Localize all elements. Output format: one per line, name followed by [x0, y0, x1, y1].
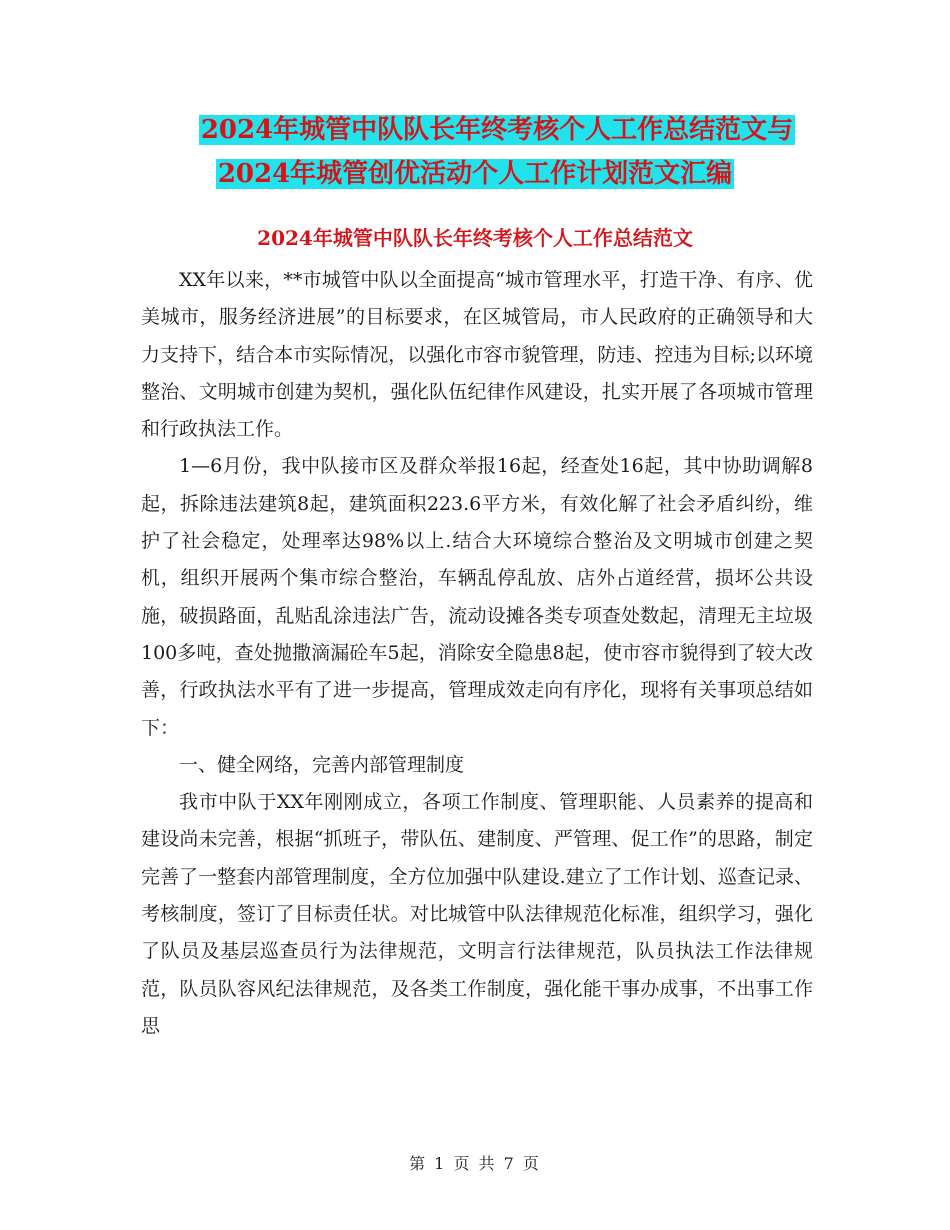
- paragraph: 我市中队于XX年刚刚成立，各项工作制度、管理职能、人员素养的提高和建设尚未完善，根据“抓班子，带队伍、建制度、严管理、促工作”的思路，制定完善了一整套内部管理制度，全方位加强中队建设.建立了工作计划、巡查记录、考核制度，签订了目标责任状。对比城管中队法律规范化标准，组织学习，强化了队员及基层巡查员行为法律规范，文明言行法律规范，队员执法工作法律规范，队员队容风纪法律规范，及各类工作制度，强化能干事办成事，不出事工作思: [141, 791, 813, 1037]
- document-title-line-2: [0, 154, 950, 194]
- document-body: [141, 262, 813, 1045]
- section-title: 2024年城管中队队长年终考核个人工作总结范文: [257, 226, 693, 250]
- section-heading: 一、健全网络，完善内部管理制度: [179, 753, 465, 776]
- paragraph: XX年以来，**市城管中队以全面提高“城市管理水平，打造干净、有序、优美城市，服务经济进展”的目标要求，在区城管局，市人民政府的正确领导和大力支持下，结合本市实际情况，以强化市容市貌管理，防违、控违为目标;以环境整治、文明城市创建为契机，强化队伍纪律作风建设，扎实开展了各项城市管理和行政执法工作。: [141, 269, 813, 441]
- paragraph: 1—6月份，我中队接市区及群众举报16起，经查处16起，其中协助调解8起，拆除违法建筑8起，建筑面积223.6平方米，有效化解了社会矛盾纠纷，维护了社会稳定，处理率达98%以上.结合大环境综合整治及文明城市创建之契机，组织开展两个集市综合整治，车辆乱停乱放、店外占道经营，损坏公共设施，破损路面，乱贴乱涂违法广告，流动设摊各类专项查处数起，清理无主垃圾100多吨，查处抛撒滴漏砼车5起，消除安全隐患8起，使市容市貌得到了较大改善，行政执法水平有了进一步提高，管理成效走向有序化，现将有关事项总结如下：: [141, 455, 813, 739]
- document-title-line-1: [0, 110, 950, 150]
- document-title-line-2-text: 2024年城管创优活动个人工作计划范文汇编: [217, 159, 733, 189]
- page-number-footer: 第 1 页 共 7 页: [409, 1154, 541, 1173]
- document-title-line-1-text: 2024年城管中队队长年终考核个人工作总结范文与: [200, 115, 794, 145]
